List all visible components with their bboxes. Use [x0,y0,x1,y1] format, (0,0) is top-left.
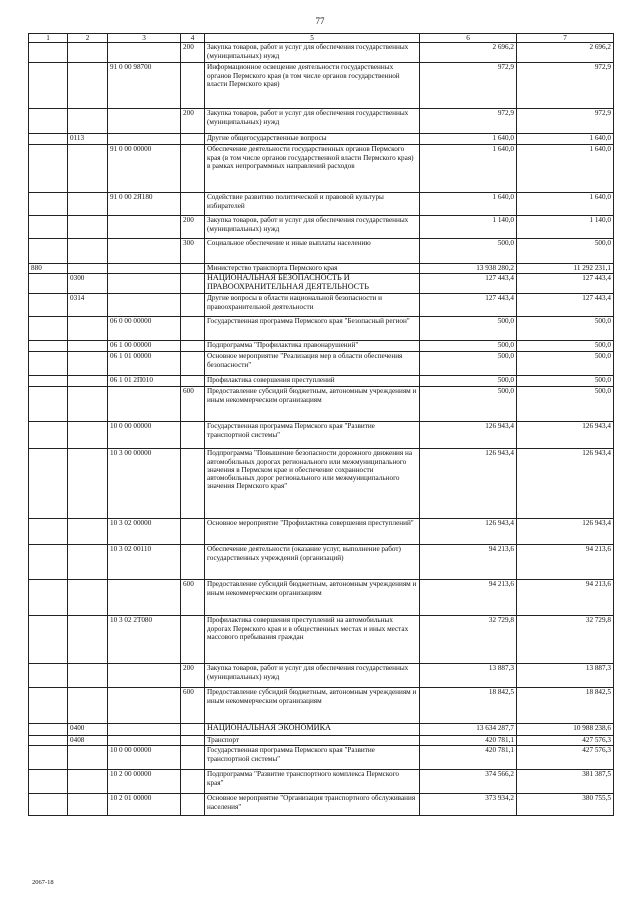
header-cell: 6 [420,34,517,43]
amount-2020-cell: 500,0 [517,317,614,341]
amount-2020-cell: 13 887,3 [517,664,614,688]
amount-2019-cell: 94 213,6 [420,580,517,616]
amount-2019-cell: 1 140,0 [420,216,517,239]
ministry-code-cell [29,422,68,449]
table-row [29,134,614,145]
item-name-cell: Обеспечение деятельности государственных органов Пермского края (в том числе органов государственной власти Пермского края) в рамках непрограммных направлений расходов [205,145,420,193]
amount-2019-cell: 500,0 [420,317,517,341]
ministry-code-cell [29,736,68,746]
table-row [29,352,614,376]
amount-2019-cell: 32 729,8 [420,616,517,664]
item-name-cell: Закупка товаров, работ и услуг для обеспечения государственных (муниципальных) нужд [205,109,420,134]
expense-type-cell [181,449,205,519]
section-code-cell: 0314 [68,294,108,317]
header-cell: 3 [108,34,181,43]
amount-2020-cell: 127 443,4 [517,294,614,317]
header-cell: 1 [29,34,68,43]
amount-2020-cell: 1 640,0 [517,134,614,145]
table-row [29,145,614,193]
expense-type-cell [181,746,205,770]
target-article-cell [108,724,181,736]
ministry-code-cell [29,63,68,109]
section-code-cell [68,317,108,341]
target-article-cell: 10 3 02 2Т080 [108,616,181,664]
expense-type-cell [181,519,205,545]
ministry-code-cell [29,134,68,145]
amount-2020-cell: 1 640,0 [517,145,614,193]
section-code-cell [68,580,108,616]
ministry-code-cell [29,770,68,794]
expense-type-cell [181,145,205,193]
section-code-cell [68,193,108,216]
expense-type-cell: 200 [181,664,205,688]
target-article-cell: 10 2 00 00000 [108,770,181,794]
table-row [29,193,614,216]
amount-2019-cell: 500,0 [420,352,517,376]
amount-2020-cell: 94 213,6 [517,545,614,580]
table-row [29,519,614,545]
amount-2019-cell: 500,0 [420,239,517,264]
amount-2019-cell: 18 842,5 [420,688,517,724]
expense-type-cell [181,616,205,664]
target-article-cell [108,109,181,134]
table-row [29,387,614,422]
target-article-cell: 10 0 00 00000 [108,422,181,449]
target-article-cell [108,239,181,264]
page-number: 77 [315,16,325,26]
target-article-cell [108,664,181,688]
expense-type-cell: 600 [181,387,205,422]
target-article-cell [108,264,181,274]
table-row [29,580,614,616]
item-name-cell: Основное мероприятие "Организация транспортного обслуживания населения" [205,794,420,816]
amount-2019-cell: 1 640,0 [420,145,517,193]
item-name-cell: Содействие развитию политической и правовой культуры избирателей [205,193,420,216]
ministry-code-cell [29,580,68,616]
amount-2020-cell: 2 696,2 [517,43,614,63]
expense-type-cell: 200 [181,216,205,239]
item-name-cell: Подпрограмма "Профилактика правонарушений" [205,341,420,352]
expense-type-cell: 600 [181,580,205,616]
amount-2020-cell: 500,0 [517,352,614,376]
footer-code: 2067-18 [32,879,54,886]
target-article-cell: 10 0 00 00000 [108,746,181,770]
expense-type-cell [181,724,205,736]
amount-2019-cell: 373 934,2 [420,794,517,816]
item-name-cell: Закупка товаров, работ и услуг для обеспечения государственных (муниципальных) нужд [205,664,420,688]
target-article-cell [108,688,181,724]
target-article-cell: 06 1 00 00000 [108,341,181,352]
amount-2020-cell: 500,0 [517,387,614,422]
section-code-cell [68,449,108,519]
target-article-cell: 10 3 02 00110 [108,545,181,580]
table-row [29,770,614,794]
section-code-cell [68,63,108,109]
ministry-code-cell [29,449,68,519]
amount-2019-cell: 500,0 [420,341,517,352]
amount-2019-cell: 126 943,4 [420,519,517,545]
item-name-cell: Основное мероприятие "Профилактика совершения преступлений" [205,519,420,545]
expense-type-cell [181,264,205,274]
expense-type-cell: 200 [181,43,205,63]
ministry-code-cell [29,294,68,317]
amount-2020-cell: 1 140,0 [517,216,614,239]
expense-type-cell [181,376,205,387]
section-code-cell [68,43,108,63]
amount-2019-cell: 126 943,4 [420,422,517,449]
expense-type-cell [181,352,205,376]
table-row [29,724,614,736]
expense-type-cell [181,736,205,746]
amount-2019-cell: 972,9 [420,63,517,109]
amount-2019-cell: 374 566,2 [420,770,517,794]
section-code-cell: 0408 [68,736,108,746]
header-cell: 2 [68,34,108,43]
section-code-cell [68,616,108,664]
amount-2019-cell: 972,9 [420,109,517,134]
ministry-code-cell [29,794,68,816]
table-row [29,746,614,770]
table-row [29,109,614,134]
item-name-cell: Транспорт [205,736,420,746]
amount-2019-cell: 500,0 [420,387,517,422]
item-name-cell: Закупка товаров, работ и услуг для обеспечения государственных (муниципальных) нужд [205,216,420,239]
item-name-cell: Государственная программа Пермского края "Безопасный регион" [205,317,420,341]
section-code-cell [68,264,108,274]
ministry-code-cell [29,145,68,193]
item-name-cell: Информационное освещение деятельности государственных органов Пермского края (в том числе органов государственной власти Пермского края) [205,63,420,109]
section-code-cell [68,688,108,724]
amount-2020-cell: 380 755,5 [517,794,614,816]
section-code-cell [68,422,108,449]
amount-2020-cell: 500,0 [517,239,614,264]
ministry-code-cell [29,376,68,387]
item-name-cell: Закупка товаров, работ и услуг для обеспечения государственных (муниципальных) нужд [205,43,420,63]
target-article-cell: 91 0 00 98700 [108,63,181,109]
table-row [29,736,614,746]
amount-2019-cell: 1 640,0 [420,193,517,216]
table-row [29,239,614,264]
table-row [29,317,614,341]
expense-type-cell [181,422,205,449]
amount-2019-cell: 13 887,3 [420,664,517,688]
expense-type-cell [181,341,205,352]
ministry-code-cell [29,387,68,422]
ministry-code-cell [29,746,68,770]
item-name-cell: Предоставление субсидий бюджетным, автономным учреждениям и иным некоммерческим организациям [205,688,420,724]
item-name-cell: Предоставление субсидий бюджетным, автономным учреждениям и иным некоммерческим организациям [205,387,420,422]
ministry-code-cell [29,688,68,724]
target-article-cell: 06 1 01 00000 [108,352,181,376]
ministry-code-cell [29,664,68,688]
amount-2019-cell: 127 443,4 [420,274,517,294]
ministry-code-cell: 880 [29,264,68,274]
item-name-cell: Другие вопросы в области национальной безопасности и правоохранительной деятельности [205,294,420,317]
amount-2020-cell: 126 943,4 [517,519,614,545]
expense-type-cell [181,193,205,216]
item-name-cell: Обеспечение деятельности (оказание услуг, выполнение работ) государственных учреждений (организаций) [205,545,420,580]
table-row [29,794,614,816]
amount-2019-cell: 127 443,4 [420,294,517,317]
amount-2020-cell: 32 729,8 [517,616,614,664]
item-name-cell: Профилактика совершения преступлений на автомобильных дорогах Пермского края и в общественных местах и иных местах массового пребывания граждан [205,616,420,664]
ministry-code-cell [29,352,68,376]
expense-type-cell: 200 [181,109,205,134]
target-article-cell [108,43,181,63]
section-code-cell [68,145,108,193]
section-code-cell [68,770,108,794]
table-row [29,664,614,688]
amount-2019-cell: 420 781,1 [420,746,517,770]
item-name-cell: Подпрограмма "Повышение безопасности дорожного движения на автомобильных дорогах регионального или межмуниципального значения в Пермском крае и обеспечение сохранности автомобильных дорог регионального или межмуниципального значения Пермского края" [205,449,420,519]
item-name-cell: Профилактика совершения преступлений [205,376,420,387]
target-article-cell [108,736,181,746]
table-row [29,63,614,109]
section-code-cell [68,109,108,134]
amount-2020-cell: 126 943,4 [517,422,614,449]
amount-2020-cell: 427 576,3 [517,746,614,770]
amount-2020-cell: 94 213,6 [517,580,614,616]
ministry-code-cell [29,216,68,239]
item-name-cell: НАЦИОНАЛЬНАЯ БЕЗОПАСНОСТЬ И ПРАВООХРАНИТЕЛЬНАЯ ДЕЯТЕЛЬНОСТЬ [205,274,420,294]
amount-2019-cell: 94 213,6 [420,545,517,580]
target-article-cell: 10 3 02 00000 [108,519,181,545]
ministry-code-cell [29,317,68,341]
table-row [29,422,614,449]
expense-type-cell [181,317,205,341]
ministry-code-cell [29,616,68,664]
section-code-cell [68,239,108,264]
section-code-cell [68,387,108,422]
amount-2019-cell: 500,0 [420,376,517,387]
expense-type-cell [181,134,205,145]
amount-2020-cell: 127 443,4 [517,274,614,294]
target-article-cell [108,387,181,422]
amount-2020-cell: 18 842,5 [517,688,614,724]
target-article-cell [108,134,181,145]
ministry-code-cell [29,724,68,736]
item-name-cell: Государственная программа Пермского края "Развитие транспортной системы" [205,422,420,449]
ministry-code-cell [29,109,68,134]
table-row [29,449,614,519]
header-cell: 5 [205,34,420,43]
item-name-cell: Министерство транспорта Пермского края [205,264,420,274]
section-code-cell [68,545,108,580]
target-article-cell: 91 0 00 00000 [108,145,181,193]
amount-2020-cell: 500,0 [517,376,614,387]
amount-2019-cell: 13 634 287,7 [420,724,517,736]
expense-type-cell [181,294,205,317]
section-code-cell [68,341,108,352]
ministry-code-cell [29,545,68,580]
ministry-code-cell [29,274,68,294]
amount-2020-cell: 1 640,0 [517,193,614,216]
expense-type-cell [181,770,205,794]
table-row [29,274,614,294]
section-code-cell [68,746,108,770]
header-cell: 7 [517,34,614,43]
section-code-cell [68,794,108,816]
table-row [29,376,614,387]
amount-2020-cell: 972,9 [517,63,614,109]
amount-2019-cell: 13 938 280,2 [420,264,517,274]
expense-type-cell: 600 [181,688,205,724]
target-article-cell: 06 0 00 00000 [108,317,181,341]
target-article-cell [108,274,181,294]
item-name-cell: Предоставление субсидий бюджетным, автономным учреждениям и иным некоммерческим организациям [205,580,420,616]
ministry-code-cell [29,519,68,545]
expense-type-cell [181,274,205,294]
amount-2019-cell: 126 943,4 [420,449,517,519]
amount-2019-cell: 420 781,1 [420,736,517,746]
item-name-cell: Социальное обеспечение и иные выплаты населению [205,239,420,264]
target-article-cell: 10 3 00 00000 [108,449,181,519]
table-row [29,545,614,580]
section-code-cell: 0400 [68,724,108,736]
table-row [29,43,614,63]
amount-2020-cell: 427 576,3 [517,736,614,746]
table-row [29,216,614,239]
table-row [29,264,614,274]
table-header-row [29,34,614,43]
ministry-code-cell [29,193,68,216]
table-row [29,616,614,664]
budget-table [28,33,614,816]
target-article-cell: 06 1 01 2П010 [108,376,181,387]
table-row [29,688,614,724]
section-code-cell [68,352,108,376]
item-name-cell: Другие общегосударственные вопросы [205,134,420,145]
section-code-cell: 0113 [68,134,108,145]
amount-2019-cell: 1 640,0 [420,134,517,145]
amount-2019-cell: 2 696,2 [420,43,517,63]
expense-type-cell [181,794,205,816]
ministry-code-cell [29,43,68,63]
ministry-code-cell [29,239,68,264]
header-cell: 4 [181,34,205,43]
section-code-cell [68,216,108,239]
amount-2020-cell: 10 988 238,6 [517,724,614,736]
target-article-cell [108,294,181,317]
section-code-cell [68,376,108,387]
amount-2020-cell: 11 292 231,1 [517,264,614,274]
table-row [29,294,614,317]
target-article-cell: 10 2 01 00000 [108,794,181,816]
amount-2020-cell: 972,9 [517,109,614,134]
item-name-cell: НАЦИОНАЛЬНАЯ ЭКОНОМИКА [205,724,420,736]
expense-type-cell: 300 [181,239,205,264]
table-row [29,341,614,352]
expense-type-cell [181,545,205,580]
target-article-cell [108,580,181,616]
item-name-cell: Государственная программа Пермского края "Развитие транспортной системы" [205,746,420,770]
target-article-cell: 91 0 00 2Я180 [108,193,181,216]
section-code-cell [68,519,108,545]
target-article-cell [108,216,181,239]
section-code-cell: 0300 [68,274,108,294]
amount-2020-cell: 500,0 [517,341,614,352]
amount-2020-cell: 126 943,4 [517,449,614,519]
section-code-cell [68,664,108,688]
ministry-code-cell [29,341,68,352]
expense-type-cell [181,63,205,109]
amount-2020-cell: 381 387,5 [517,770,614,794]
item-name-cell: Основное мероприятие "Реализация мер в области обеспечения безопасности" [205,352,420,376]
item-name-cell: Подпрограмма "Развитие транспортного комплекса Пермского края" [205,770,420,794]
